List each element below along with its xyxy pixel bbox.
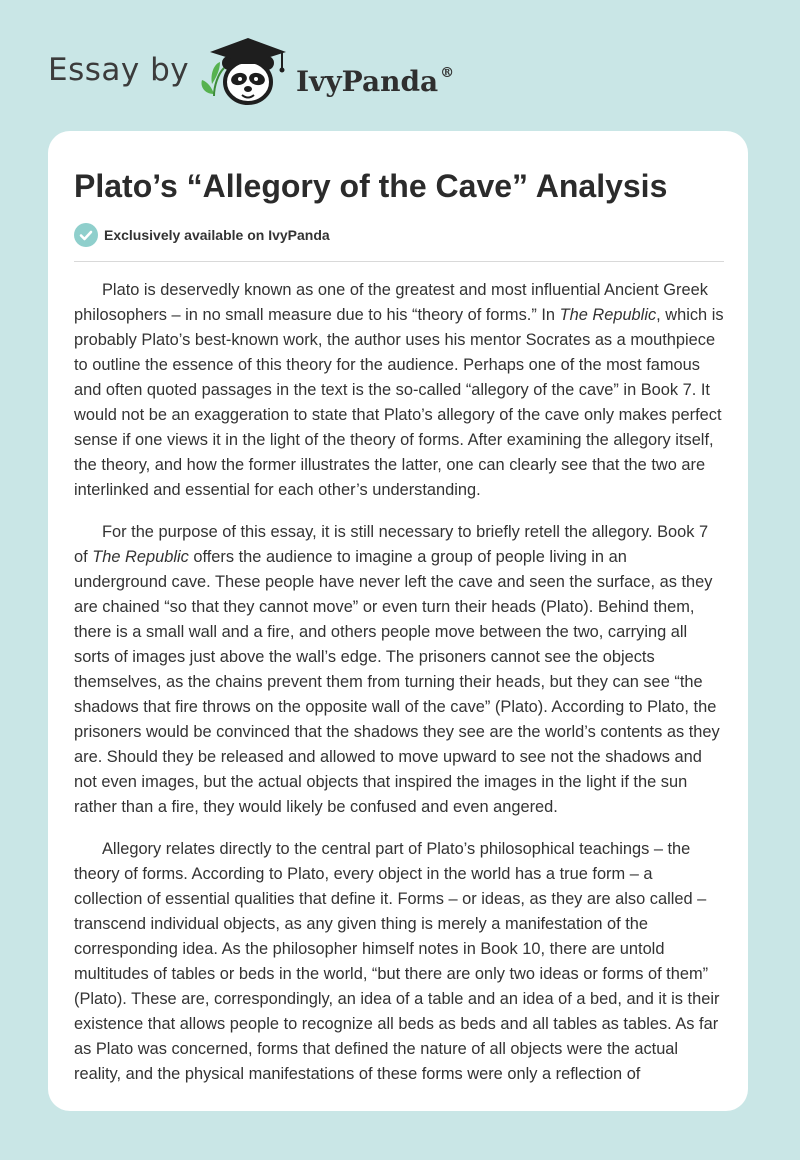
paragraph-text: , which is probably Plato’s best-known work, the author uses his mentor Socrates as a mouthpiece to outline the essence of this theory for the audience. Perhaps one of the most famous and often quoted passages in the text is the so-called “allegory of the cave” in Book 7. It would not be an exaggeration to state that Plato’s allegory of the cave only makes perfect sense if one views it in the light of the theory of forms. After examining the allegory itself, the theory, and how the former illustrates the latter, one can clearly see that the two are interlinked and essential for each other’s understanding.: [74, 306, 724, 499]
paragraph-text: Allegory relates directly to the central part of Plato’s philosophical teachings – the theory of forms. According to Plato, every object in the world has a true form – a collection of essential qualities that define it. Forms – or ideas, as they are also called – transcend individual objects, as any given thing is merely a manifestation of the corresponding idea. As the philosopher himself notes in Book 10, there are untold multitudes of tables or beds in the world, “but there are only two ideas or forms of them” (Plato). These are, correspondingly, an idea of a table and an idea of a bed, and it is their existence that allows people to recognize all beds as beds and all tables as tables. As far as Plato was concerned, forms that defined the nature of all objects were the actual reality, and the physical manifestations of these forms were only a reflection of: [74, 840, 720, 1083]
page-title: Plato’s “Allegory of the Cave” Analysis: [74, 168, 668, 204]
paragraph-text: offers the audience to imagine a group of people living in an underground cave. These people have never left the cave and seen the surface, as they are chained “so that they cannot move” or even turn their heads (Plato). Behind them, there is a small wall and a fire, and others people move between the two, carrying all sorts of images just above the wall’s edge. The prisoners cannot see the objects themselves, as the chains prevent them from turning their heads, but they can see “the shadows that fire throws on the opposite wall of the cave” (Plato). According to Plato, the prisoners would be convinced that the shadows they see are the world’s contents as they are. Should they be released and allowed to move upward to see not the shadows and not even images, but the actual objects that inspired the images in the light if the sun rather than a fire, they would likely be confused and even angered.: [74, 548, 720, 816]
essay-body: [74, 278, 724, 1104]
badge-text: Exclusively available on IvyPanda: [104, 227, 330, 243]
divider: [74, 261, 724, 262]
site-header: [0, 0, 800, 130]
paragraph-text: Plato is deservedly known as one of the greatest and most influential Ancient Greek philosophers – in no small measure due to his “theory of forms.” In: [74, 281, 708, 324]
exclusive-badge: [74, 222, 330, 248]
book-title-italic: The Republic: [559, 306, 657, 324]
brand-name[interactable]: [296, 56, 454, 99]
essay-paragraph: [74, 837, 724, 1087]
paragraph-text: For the purpose of this essay, it is still necessary to briefly retell the allegory. Book 7 of: [74, 523, 709, 566]
panda-graduate-logo-icon[interactable]: [198, 34, 290, 108]
book-title-italic: The Republic: [92, 548, 189, 566]
check-icon: [74, 223, 98, 247]
essay-paragraph: [74, 520, 724, 820]
brand-prefix: Essay by: [48, 52, 190, 88]
brand-name-text: IvyPanda: [296, 65, 439, 98]
essay-card: [48, 131, 748, 1111]
registered-mark: ®: [440, 65, 455, 81]
essay-paragraph: [74, 278, 724, 503]
